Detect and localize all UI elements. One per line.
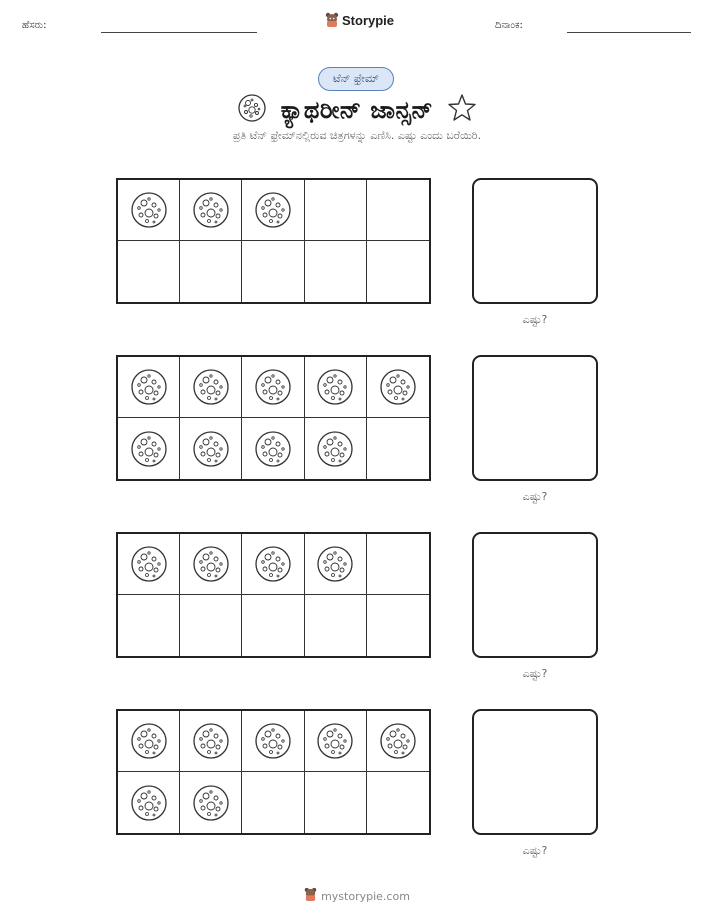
ten-frame-cell <box>367 241 429 302</box>
moon-icon <box>379 722 417 760</box>
how-many-label: ಎಷ್ಟು? <box>522 313 548 326</box>
moon-icon <box>192 784 230 822</box>
moon-icon <box>192 722 230 760</box>
name-line[interactable] <box>101 32 257 33</box>
ten-frame-cell <box>367 180 429 241</box>
ten-frame-cell <box>367 357 429 418</box>
ten-frame-cell <box>305 595 367 656</box>
moon-icon <box>130 784 168 822</box>
ten-frame-cell <box>242 418 304 479</box>
answer-box[interactable] <box>472 532 598 658</box>
answer-box[interactable] <box>472 709 598 835</box>
moon-icon <box>192 430 230 468</box>
date-label: ದಿನಾಂಕ: <box>495 20 523 31</box>
moon-icon <box>192 545 230 583</box>
how-many-label: ಎಷ್ಟು? <box>522 667 548 680</box>
ten-frame-cell <box>242 180 304 241</box>
ten-frame <box>116 709 431 835</box>
answer-box[interactable] <box>472 355 598 481</box>
ten-frame-cell <box>118 772 180 833</box>
moon-icon <box>316 722 354 760</box>
moon-icon <box>130 368 168 406</box>
ten-frame-cell <box>367 772 429 833</box>
ten-frame-cell <box>367 711 429 772</box>
ten-frame-cell <box>367 418 429 479</box>
footer-url[interactable]: mystorypie.com <box>321 890 410 903</box>
ten-frame-cell <box>118 241 180 302</box>
ten-frame-cell <box>180 772 242 833</box>
moon-icon <box>192 368 230 406</box>
bear-logo-icon <box>304 887 317 906</box>
ten-frame-badge: ಟೆನ್ ಫ್ರೇಮ್ <box>318 67 394 91</box>
page-title: ಕ್ಯಾಥರೀನ್ ಜಾನ್ಸನ್ <box>280 96 434 124</box>
storypie-logo <box>325 12 394 28</box>
moon-icon <box>130 191 168 229</box>
ten-frame-cell <box>180 711 242 772</box>
ten-frame-cell <box>367 595 429 656</box>
footer <box>0 887 714 906</box>
moon-icon <box>254 368 292 406</box>
ten-frame-cell <box>118 711 180 772</box>
moon-icon <box>254 545 292 583</box>
ten-frame <box>116 178 431 304</box>
ten-frame-cell <box>118 595 180 656</box>
moon-icon <box>130 545 168 583</box>
moon-icon <box>254 191 292 229</box>
ten-frame-cell <box>367 534 429 595</box>
moon-icon <box>316 430 354 468</box>
ten-frame-cell <box>180 357 242 418</box>
moon-icon <box>130 722 168 760</box>
ten-frame <box>116 532 431 658</box>
title-row <box>0 93 714 127</box>
ten-frame-cell <box>180 418 242 479</box>
logo-text: Storypie <box>342 12 395 28</box>
ten-frame-cell <box>180 595 242 656</box>
how-many-label: ಎಷ್ಟು? <box>522 490 548 503</box>
ten-frame-cell <box>242 241 304 302</box>
moon-icon <box>130 430 168 468</box>
moon-icon <box>316 368 354 406</box>
moon-icon <box>254 722 292 760</box>
ten-frame-cell <box>118 534 180 595</box>
moon-icon <box>254 430 292 468</box>
ten-frame-cell <box>305 180 367 241</box>
ten-frame-cell <box>242 534 304 595</box>
ten-frame-cell <box>180 241 242 302</box>
ten-frame-cell <box>242 772 304 833</box>
ten-frame-cell <box>305 241 367 302</box>
ten-frame-cell <box>305 357 367 418</box>
moon-icon <box>379 368 417 406</box>
ten-frame-cell <box>118 418 180 479</box>
date-line[interactable] <box>567 32 691 33</box>
ten-frame-cell <box>305 534 367 595</box>
ten-frame-cell <box>242 595 304 656</box>
answer-box[interactable] <box>472 178 598 304</box>
instructions: ಪ್ರತಿ ಟೆನ್ ಫ್ರೇಮ್‌ನಲ್ಲಿರುವ ಚಿತ್ರಗಳನ್ನು ಎಣಿಸಿ. ಎಷ್ಟು ಎಂದು ಬರೆಯಿರಿ. <box>232 129 482 142</box>
how-many-label: ಎಷ್ಟು? <box>522 844 548 857</box>
ten-frame-cell <box>180 534 242 595</box>
ten-frame-cell <box>180 180 242 241</box>
name-label: ಹೆಸರು: <box>22 20 47 31</box>
ten-frame-cell <box>305 418 367 479</box>
ten-frame <box>116 355 431 481</box>
ten-frame-cell <box>118 180 180 241</box>
star-outline-icon <box>447 93 477 127</box>
moon-icon <box>237 93 267 127</box>
ten-frame-cell <box>242 357 304 418</box>
bear-logo-icon <box>325 12 339 28</box>
ten-frame-cell <box>305 711 367 772</box>
ten-frame-cell <box>305 772 367 833</box>
moon-icon <box>192 191 230 229</box>
ten-frame-cell <box>242 711 304 772</box>
moon-icon <box>316 545 354 583</box>
ten-frame-cell <box>118 357 180 418</box>
